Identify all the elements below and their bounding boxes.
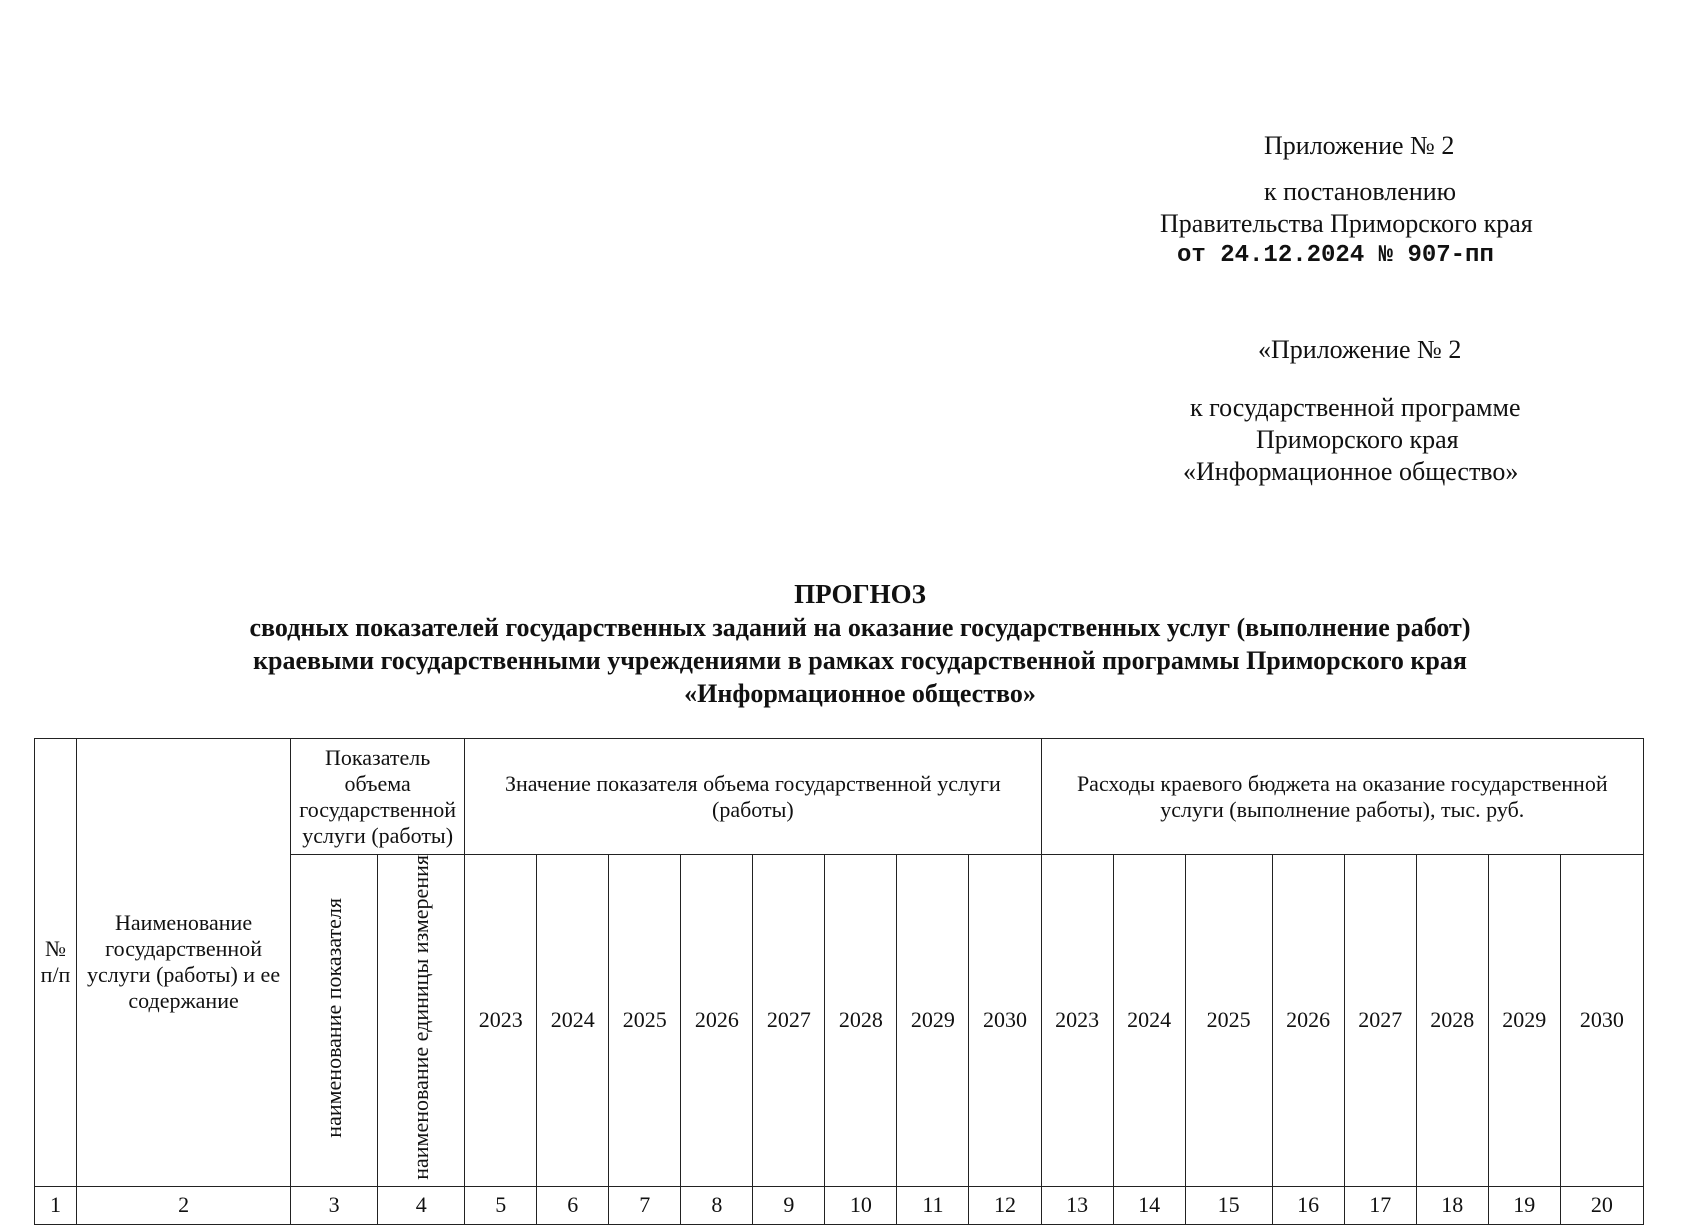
column-number-row [35,1186,1644,1224]
expense-year-cell: 2026 [1272,855,1344,1187]
column-number-cell: 12 [969,1186,1041,1224]
indicator-name-label: наименование показателя [321,897,347,1138]
value-year-cell: 2026 [681,855,753,1187]
expense-year-cell: 2027 [1344,855,1416,1187]
expense-year-cell: 2030 [1560,855,1643,1187]
expense-year-cell: 2028 [1416,855,1488,1187]
column-number-cell: 7 [609,1186,681,1224]
program-annex-line: к государственной программе [1190,393,1521,422]
document-subtitle-line: «Информационное общество» [684,679,1036,708]
column-number-cell: 4 [378,1186,465,1224]
column-number-cell: 6 [537,1186,609,1224]
document-heading [110,578,1610,710]
document-title: ПРОГНОЗ [794,579,926,609]
column-number-cell: 3 [291,1186,378,1224]
column-number-cell: 20 [1560,1186,1643,1224]
column-number-cell: 18 [1416,1186,1488,1224]
column-number-cell: 16 [1272,1186,1344,1224]
table-header-row [35,739,1644,855]
value-year-cell: 2027 [753,855,825,1187]
value-year-cell: 2025 [609,855,681,1187]
header-cell-indicator: Показатель объема государственной услуги (работы) [291,739,465,855]
column-number-cell: 17 [1344,1186,1416,1224]
expense-year-cell: 2023 [1041,855,1113,1187]
decree-annex-line: Правительства Приморского края [1160,209,1533,238]
value-year-cell: 2030 [969,855,1041,1187]
document-subtitle-line: сводных показателей государственных заданий на оказание государственных услуг (выполнение работ) [249,613,1471,642]
decree-annex-line: к постановлению [1264,177,1457,206]
column-number-cell: 9 [753,1186,825,1224]
column-number-cell: 8 [681,1186,753,1224]
decree-annex-line: Приложение № 2 [1264,131,1455,160]
column-number-cell: 15 [1185,1186,1272,1224]
header-cell-indicator-name [291,855,378,1187]
header-cell-number: № п/п [35,739,77,1187]
expense-year-cell: 2024 [1113,855,1185,1187]
column-number-cell: 10 [825,1186,897,1224]
header-cell-indicator-values: Значение показателя объема государственной услуги (работы) [465,739,1041,855]
value-year-cell: 2029 [897,855,969,1187]
document-subtitle-line: краевыми государственными учреждениями в рамках государственной программы Приморского края [253,646,1467,675]
header-cell-indicator-unit [378,855,465,1187]
program-annex-line: Приморского края [1256,425,1459,454]
decree-date-number: от 24.12.2024 № 907-пп [1177,242,1494,269]
program-annex-line: «Приложение № 2 [1258,335,1462,364]
column-number-cell: 5 [465,1186,537,1224]
value-year-cell: 2028 [825,855,897,1187]
expense-year-cell: 2029 [1488,855,1560,1187]
expense-year-cell: 2025 [1185,855,1272,1187]
header-cell-service-name: Наименование государственной услуги (работы) и ее содержание [77,739,291,1187]
column-number-cell: 11 [897,1186,969,1224]
column-number-cell: 13 [1041,1186,1113,1224]
value-year-cell: 2024 [537,855,609,1187]
header-cell-budget-expenses: Расходы краевого бюджета на оказание государственной услуги (выполнение работы), тыс. руб. [1041,739,1643,855]
program-annex-line: «Информационное общество» [1183,457,1519,486]
forecast-table [34,738,1644,1225]
column-number-cell: 19 [1488,1186,1560,1224]
column-number-cell: 2 [77,1186,291,1224]
column-number-cell: 14 [1113,1186,1185,1224]
column-number-cell: 1 [35,1186,77,1224]
value-year-cell: 2023 [465,855,537,1187]
indicator-unit-label: наименование единицы измерения [408,855,434,1180]
